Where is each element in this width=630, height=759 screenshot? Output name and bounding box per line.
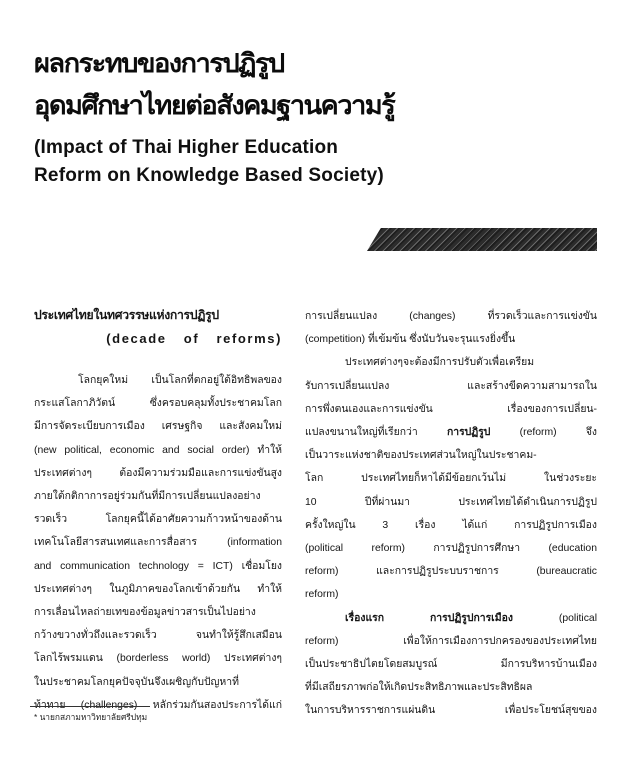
body-line: ภายใต้กติกาการอยู่ร่วมกันที่มีการเปลี่ยนแปลงอย่าง	[34, 491, 261, 503]
decorative-banner	[367, 228, 597, 251]
body-line: รับการเปลี่ยนแปลง และสร้างขีดความสามารถใน	[305, 380, 597, 392]
section-heading-english: (decade of reforms)	[106, 331, 282, 346]
body-line: โลกยุคใหม่ เป็นโลกที่ตกอยู่ใต้อิทธิพลของ	[78, 375, 282, 386]
title-english-line-2: Reform on Knowledge Based Society)	[34, 165, 384, 186]
footnote: * นายกสภามหาวิทยาลัยศรีปทุม	[34, 712, 148, 722]
body-line: เป็นประชาธิปไตยโดยสมบูรณ์ มีการบริหารบ้านเมือง	[305, 659, 597, 671]
text-run: แปลงขนานใหญ่ที่เรียกว่า	[305, 427, 447, 439]
body-line: (new political, economic and social order) ทำให้	[34, 444, 282, 456]
body-line: กระแสโลกาภิวัตน์ ซึ่งครอบคลุมทั้งประชาคมโลก	[34, 398, 282, 410]
bold-term-reform: การปฏิรูป	[446, 427, 491, 439]
body-line: ในการบริหารราชการแผ่นดิน เพื่อประโยชน์สุขของ	[305, 705, 597, 717]
body-line: การเลื่อนไหลถ่ายเทของข้อมูลข่าวสารเป็นไปอย่าง	[34, 607, 256, 619]
body-line: รวดเร็ว โลกยุคนี้ได้อาศัยความก้าวหน้าของด้าน	[34, 514, 282, 526]
body-line: การพึ่งตนเองและการแข่งขัน เรื่องของการเปลี่ยน-	[305, 403, 597, 415]
body-line: ที่มีเสถียรภาพก่อให้เกิดประสิทธิภาพและประสิทธิผล	[305, 682, 533, 694]
body-line: ประเทศต่างๆ ต้องมีความร่วมมือและการแข่งขันสูง	[34, 467, 282, 479]
text-run: (political	[512, 612, 597, 624]
body-line: 10 ปีที่ผ่านมา ประเทศไทยได้ดำเนินการปฏิรูป	[305, 496, 597, 508]
body-line: reform) เพื่อให้การเมืองการปกครองของประเทศไทย	[305, 635, 597, 647]
body-line: กว้างขวางทั่วถึงและรวดเร็ว จนทำให้รู้สึกเสมือน	[34, 630, 282, 642]
body-line: reform)	[305, 589, 339, 601]
right-column	[305, 305, 597, 723]
body-line: เป็นวาระแห่งชาติของประเทศส่วนใหญ่ในประชาคม-	[305, 450, 537, 462]
title-english-line-1: (Impact of Thai Higher Education	[34, 137, 339, 158]
text-run: (reform) จึง	[490, 427, 597, 439]
title-thai-line-2: อุดมศึกษาไทยต่อสังคมฐานความรู้	[34, 91, 395, 121]
bold-term-first-political-reform: เรื่องแรก การปฏิรูปการเมือง	[345, 612, 513, 624]
body-line-political-reform	[305, 607, 597, 630]
body-line: ประเทศต่างๆ ในภูมิภาคของโลกเข้าด้วยกัน ทำให้	[34, 583, 282, 595]
left-column	[34, 305, 282, 717]
body-line: reform) และการปฏิรูประบบราชการ (bureaucratic	[305, 566, 597, 578]
body-line: (political reform) การปฏิรูปการศึกษา (education	[305, 543, 597, 555]
section-heading-thai: ประเทศไทยในทศวรรษแห่งการปฏิรูป	[34, 308, 219, 322]
body-line: ในประชาคมโลกยุคปัจจุบันจึงเผชิญกับปัญหาที่	[34, 676, 239, 688]
title-thai-line-1: ผลกระทบของการปฏิรูป	[34, 49, 284, 79]
body-line: and communication technology = ICT) เชื่อมโยง	[34, 560, 282, 572]
body-line: เทคโนโลยีสารสนเทศและการสื่อสาร (information	[34, 537, 282, 549]
body-line: การเปลี่ยนแปลง (changes) ที่รวดเร็วและการแข่งขัน	[305, 311, 597, 322]
body-line-reform	[305, 421, 597, 444]
body-line: โลก ประเทศไทยก็หาได้มีข้อยกเว้นไม่ ในช่วงระยะ	[305, 473, 597, 485]
body-line: ประเทศต่างๆจะต้องมีการปรับตัวเพื่อเตรียม	[345, 357, 535, 369]
body-line: ครั้งใหญ่ใน 3 เรื่อง ได้แก่ การปฏิรูปการเมือง	[305, 519, 597, 531]
body-line: ท้าทาย (challenges) หลักร่วมกันสองประการได้แก่	[34, 699, 282, 711]
body-line: มีการจัดระเบียบการเมือง เศรษฐกิจ และสังคมใหม่	[34, 421, 282, 433]
body-line: (competition) ที่เข้มข้น ซึ่งนับวันจะรุนแรงยิ่งขึ้น	[305, 334, 516, 346]
body-line: โลกไร้พรมแดน (borderless world) ประเทศต่างๆ	[34, 653, 282, 665]
footnote-rule	[30, 706, 150, 707]
